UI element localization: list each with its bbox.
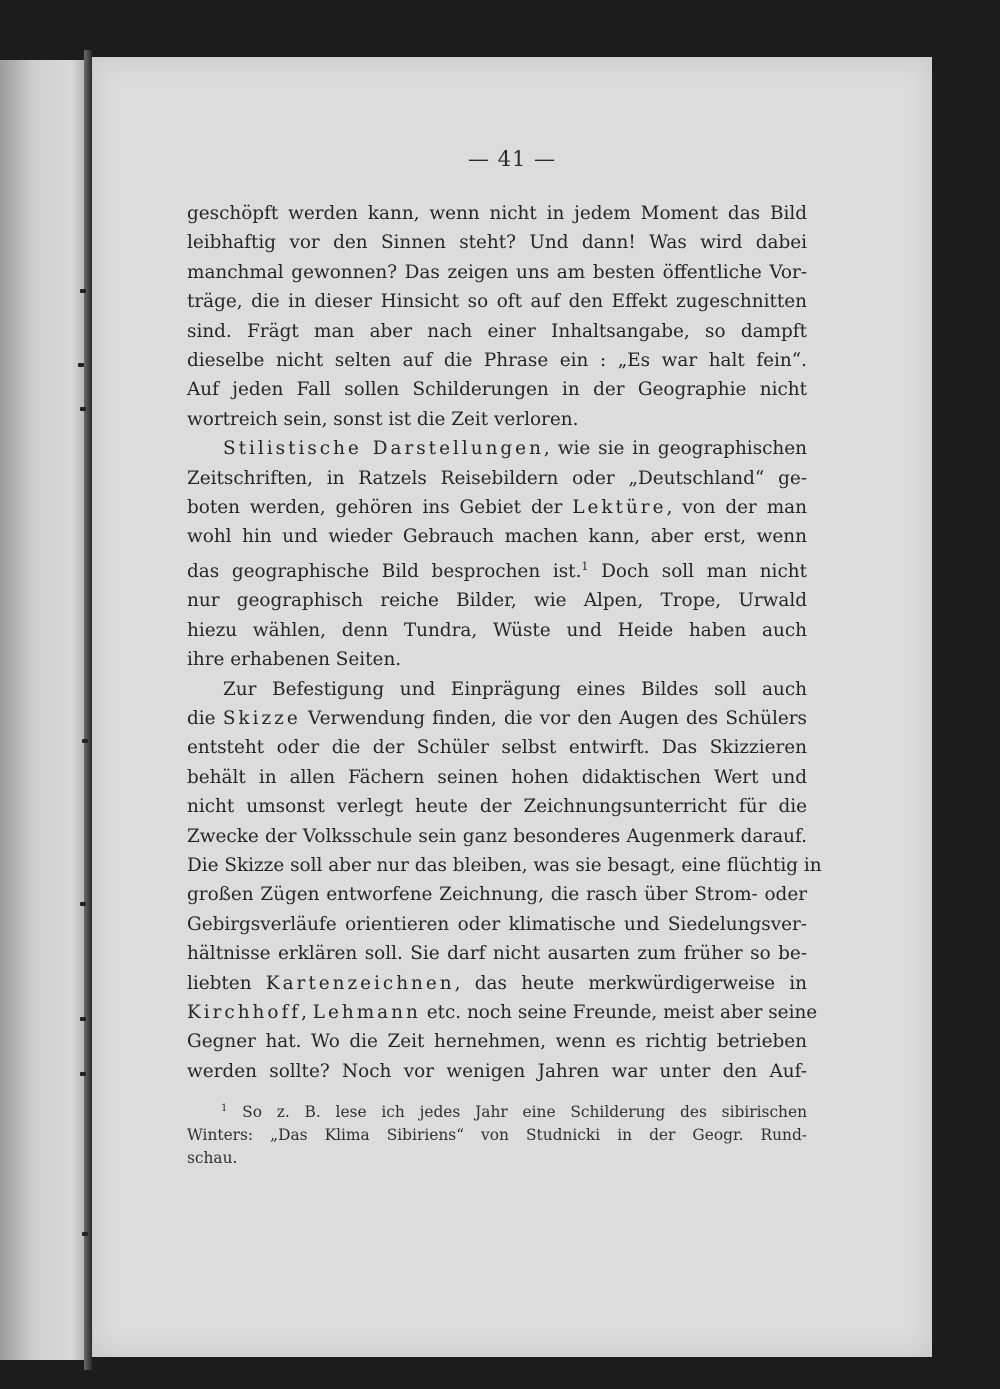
text-line: nicht umsonst verlegt heute der Zeichnungsunterricht für die — [187, 796, 807, 818]
footnote-marker: 1 — [221, 1103, 228, 1114]
binding-mark — [80, 1072, 86, 1076]
text-line: nur geographisch reiche Bilder, wie Alpen, Trope, Urwald — [187, 590, 807, 612]
main-text — [187, 199, 822, 1086]
text-line: Gebirgsverläufe orientieren oder klimatische und Siedelungsver- — [187, 913, 807, 935]
text-line: Zwecke der Volksschule sein ganz besonderes Augenmerk darauf. — [187, 825, 807, 847]
emphasis-spaced: Lehmann — [312, 1001, 421, 1023]
emphasis-spaced: Lektüre — [572, 497, 667, 519]
paragraph-2 — [187, 434, 807, 674]
text-line: Zur Befestigung und Einprägung eines Bildes soll auch — [223, 678, 807, 700]
text-line: die Skizze Verwendung finden, die vor den Augen des Schülers — [187, 707, 807, 729]
text-line: Stilistische Darstellungen, wie sie in geographischen — [223, 438, 808, 460]
paragraph-1 — [187, 199, 807, 434]
text-line: boten werden, gehören ins Gebiet der Lektüre, von der man — [187, 497, 807, 519]
text-line: Kirchhoff, Lehmann etc. noch seine Freunde, meist aber seine — [187, 1001, 818, 1023]
paragraph-3 — [187, 675, 822, 1087]
binding-mark — [80, 902, 86, 906]
emphasis-spaced: Kirchhoff — [187, 1001, 302, 1023]
footnote — [187, 1097, 807, 1170]
footnote-line: Winters: „Das Klima Sibiriens“ von Studnicki in der Geogr. Rund- — [187, 1126, 807, 1144]
text-line: träge, die in dieser Hinsicht so oft auf den Effekt zugeschnitten — [187, 291, 807, 313]
emphasis-spaced: Kartenzeichnen — [265, 972, 455, 994]
text-line: manchmal gewonnen? Das zeigen uns am besten öffentliche Vor- — [187, 261, 807, 283]
page-number: — 41 — — [467, 147, 557, 171]
text-line: wohl hin und wieder Gebrauch machen kann, aber erst, wenn — [187, 526, 807, 548]
text-line: dieselbe nicht selten auf die Phrase ein : „Es war halt fein“. — [187, 350, 807, 372]
text-line: behält in allen Fächern seinen hohen didaktischen Wert und — [187, 766, 807, 788]
text-line: leibhaftig vor den Sinnen steht? Und dann! Was wird dabei — [187, 232, 807, 254]
text-line: werden sollte? Noch vor wenigen Jahren war unter den Auf- — [187, 1060, 807, 1082]
binding-mark — [82, 739, 88, 743]
text-line: entsteht oder die der Schüler selbst entwirft. Das Skizzieren — [187, 737, 807, 759]
text-line: liebten Kartenzeichnen, das heute merkwürdigerweise in — [187, 972, 807, 994]
text-line: Die Skizze soll aber nur das bleiben, was sie besagt, eine flüchtig in — [187, 854, 822, 876]
binding-mark — [80, 407, 86, 411]
text-line: Gegner hat. Wo die Zeit hernehmen, wenn es richtig betrieben — [187, 1031, 807, 1053]
binding-mark — [78, 363, 84, 367]
text-line: Zeitschriften, in Ratzels Reisebildern oder „Deutschland“ ge- — [187, 467, 807, 489]
binding-mark — [80, 289, 86, 293]
book-gutter — [84, 50, 92, 1370]
emphasis-spaced: Skizze — [222, 707, 301, 729]
text-line: ihre erhabenen Seiten. — [187, 649, 402, 671]
footnote-reference: 1 — [581, 559, 589, 573]
footnote-line: $^1$ So z. B. lese ich jedes Jahr eine Schilderung des sibirischen — [221, 1103, 807, 1121]
emphasis-spaced: Stilistische Darstellungen — [223, 438, 544, 460]
previous-page-edge — [0, 60, 84, 1360]
text-line: Auf jeden Fall sollen Schilderungen in der Geographie nicht — [187, 379, 807, 401]
text-line: sind. Frägt man aber nach einer Inhaltsangabe, so dampft — [187, 320, 807, 342]
book-page — [92, 57, 932, 1357]
text-line: geschöpft werden kann, wenn nicht in jedem Moment das Bild — [187, 203, 807, 224]
binding-mark — [82, 1232, 88, 1236]
text-line: hältnisse erklären soll. Sie darf nicht ausarten zum früher so be- — [187, 943, 807, 965]
text-line: wortreich sein, sonst ist die Zeit verloren. — [187, 408, 579, 430]
footnote-line: schau. — [187, 1149, 238, 1167]
text-line: großen Zügen entworfene Zeichnung, die rasch über Strom- oder — [187, 884, 807, 906]
text-line: das geographische Bild besprochen ist.$^1$ Doch soll man nicht — [187, 559, 807, 582]
binding-mark — [80, 1017, 86, 1021]
text-line: hiezu wählen, denn Tundra, Wüste und Heide haben auch — [187, 619, 807, 641]
